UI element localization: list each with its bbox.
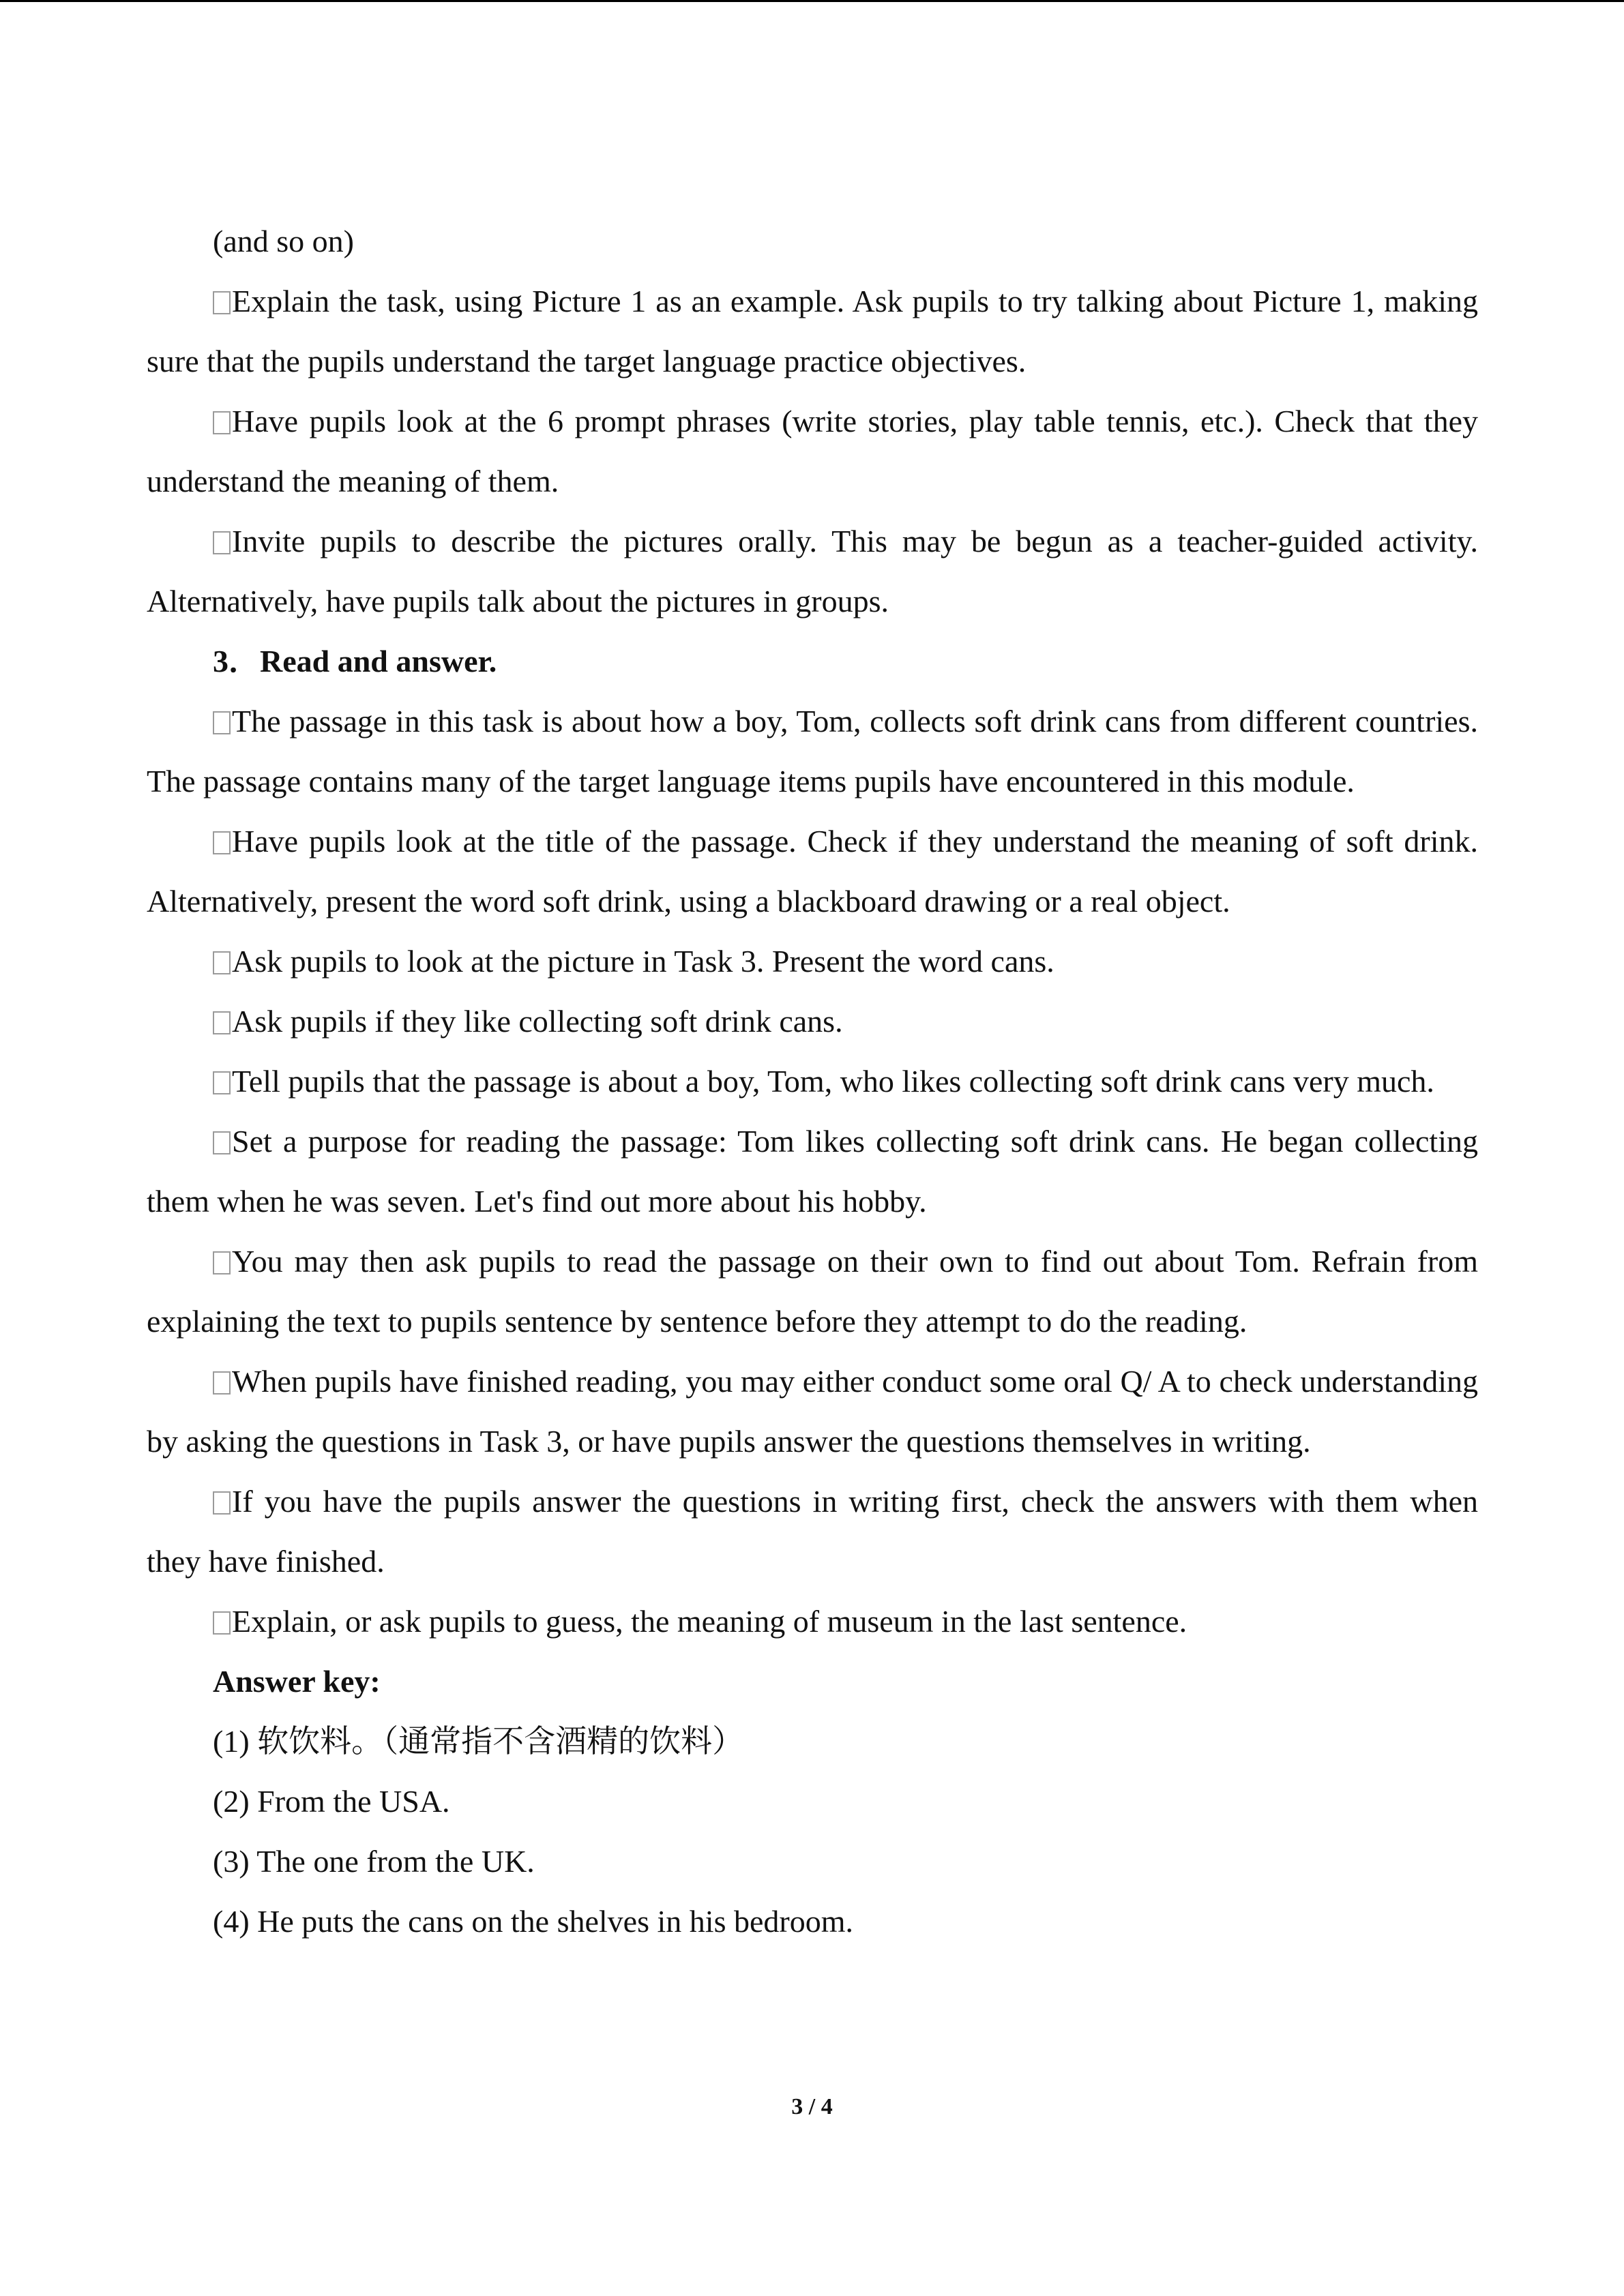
bullet-paragraph bbox=[147, 691, 1478, 811]
bullet-paragraph bbox=[147, 992, 1478, 1052]
bullet-box-icon bbox=[213, 831, 231, 854]
bullet-box-icon bbox=[213, 531, 231, 554]
top-border-rule bbox=[0, 0, 1624, 2]
bullet-box-icon bbox=[213, 951, 231, 974]
answer-item: (3) The one from the UK. bbox=[213, 1844, 535, 1879]
bullet-box-icon bbox=[213, 1131, 231, 1154]
bullet-text: Have pupils look at the 6 prompt phrases (write stories, play table tennis, etc.). Check that they understand the meaning of them. bbox=[147, 404, 1478, 498]
bullet-box-icon bbox=[213, 1611, 231, 1635]
bullet-text: You may then ask pupils to read the passage on their own to find out about Tom. Refrain from explaining the text to pupils sentence by sentence before they attempt to do the reading. bbox=[147, 1244, 1478, 1339]
bullet-paragraph bbox=[147, 931, 1478, 992]
bullet-text: Explain, or ask pupils to guess, the meaning of museum in the last sentence. bbox=[232, 1604, 1187, 1639]
bullet-box-icon bbox=[213, 711, 231, 734]
bullet-paragraph bbox=[147, 511, 1478, 631]
bullet-paragraph bbox=[147, 391, 1478, 511]
bullet-box-icon bbox=[213, 291, 231, 314]
bullet-paragraph bbox=[147, 1352, 1478, 1472]
bullet-text: Have pupils look at the title of the passage. Check if they understand the meaning of soft drink. Alternatively, present the word soft drink, using a blackboard drawing or a real object. bbox=[147, 824, 1478, 919]
bullet-box-icon bbox=[213, 1251, 231, 1274]
bullet-box-icon bbox=[213, 411, 231, 434]
answer-item: (1) 软饮料。（通常指不含酒精的饮料） bbox=[213, 1724, 744, 1759]
bullet-text: The passage in this task is about how a boy, Tom, collects soft drink cans from different countries. The passage contains many of the target language items pupils have encountered in this module. bbox=[147, 704, 1478, 799]
bullet-text: If you have the pupils answer the questions in writing first, check the answers with them when they have finished. bbox=[147, 1484, 1478, 1579]
bullet-paragraph bbox=[147, 1232, 1478, 1352]
page-number: 3 / 4 bbox=[791, 2094, 833, 2119]
bullet-paragraph bbox=[147, 1052, 1478, 1112]
bullet-text: Ask pupils if they like collecting soft drink cans. bbox=[232, 1004, 843, 1039]
bullet-text: Tell pupils that the passage is about a boy, Tom, who likes collecting soft drink cans very much. bbox=[232, 1064, 1434, 1099]
bullet-paragraph bbox=[147, 1112, 1478, 1232]
bullet-paragraph bbox=[147, 1472, 1478, 1592]
bullet-text: Set a purpose for reading the passage: Tom likes collecting soft drink cans. He began collecting them when he was seven. Let's find out more about his hobby. bbox=[147, 1124, 1478, 1219]
bullet-text: Ask pupils to look at the picture in Task 3. Present the word cans. bbox=[232, 944, 1054, 979]
bullet-paragraph bbox=[147, 1592, 1478, 1652]
bullet-text: When pupils have finished reading, you may either conduct some oral Q/ A to check understanding by asking the questions in Task 3, or have pupils answer the questions themselves in writing. bbox=[147, 1364, 1478, 1459]
bullet-box-icon bbox=[213, 1011, 231, 1034]
answer-item: (4) He puts the cans on the shelves in his bedroom. bbox=[213, 1904, 853, 1939]
bullet-paragraph bbox=[147, 811, 1478, 931]
bullet-text: Explain the task, using Picture 1 as an example. Ask pupils to try talking about Picture 1, making sure that the pupils understand the target language practice objectives. bbox=[147, 284, 1478, 378]
answer-item: (2) From the USA. bbox=[213, 1784, 450, 1819]
bullet-box-icon bbox=[213, 1071, 231, 1094]
document-body bbox=[147, 211, 1478, 1952]
bullet-text: Invite pupils to describe the pictures orally. This may be begun as a teacher-guided activity. Alternatively, have pupils talk about the pictures in groups. bbox=[147, 524, 1478, 618]
section-heading: 3．Read and answer. bbox=[213, 644, 497, 679]
answer-key-heading: Answer key: bbox=[213, 1664, 381, 1699]
bullet-box-icon bbox=[213, 1371, 231, 1395]
bullet-box-icon bbox=[213, 1491, 231, 1515]
bullet-paragraph bbox=[147, 271, 1478, 391]
intro-line: (and so on) bbox=[213, 224, 354, 258]
